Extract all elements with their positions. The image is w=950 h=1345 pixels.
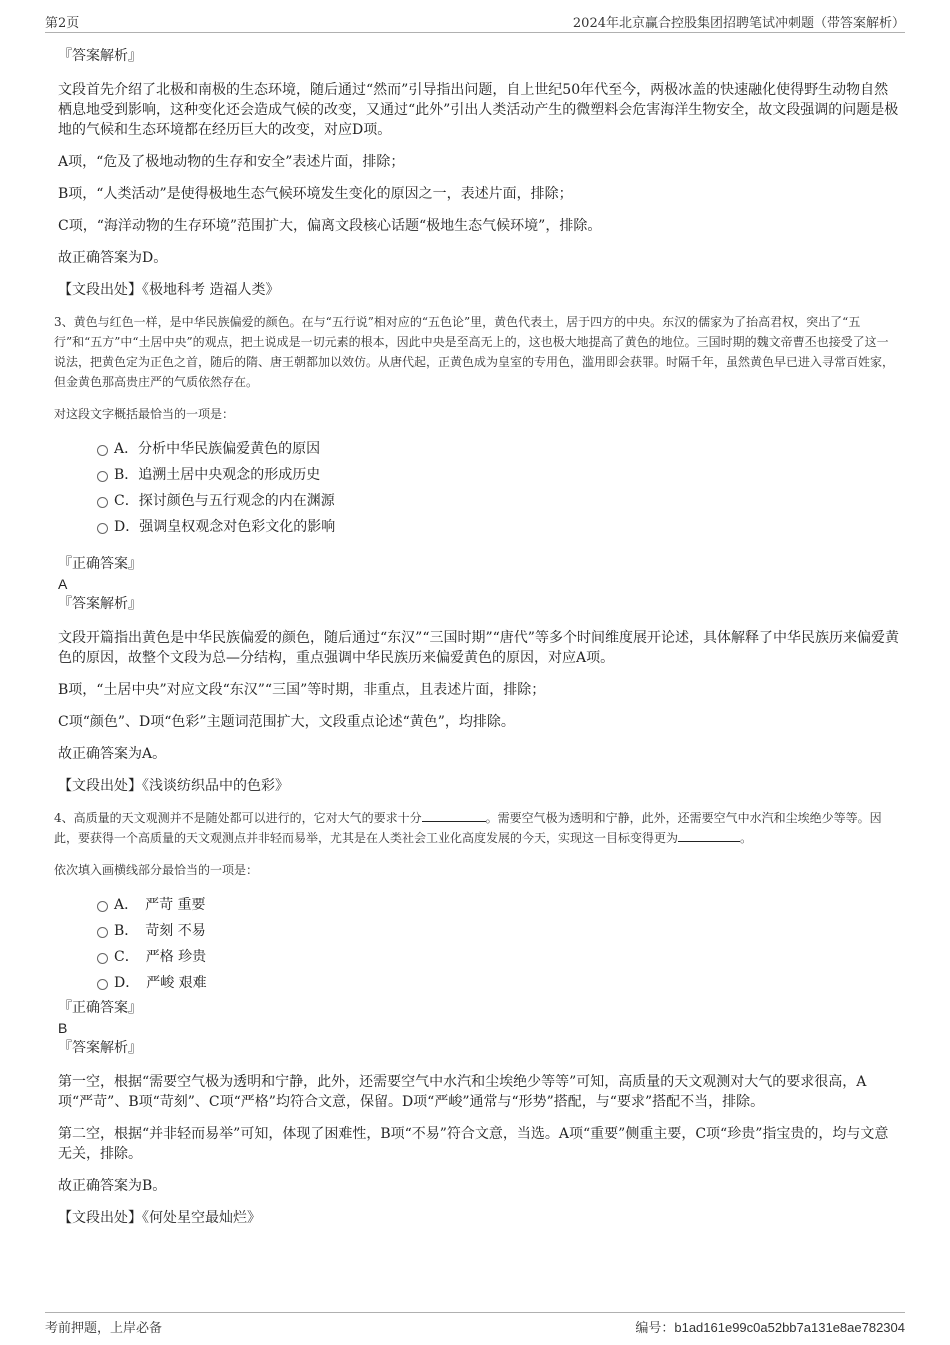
- q3-option-b[interactable]: B．追溯土居中央观念的形成历史: [58, 462, 900, 488]
- page-header: [45, 12, 905, 33]
- footer-slogan: 考前押题，上岸必备: [45, 1321, 163, 1336]
- q2-source: 【文段出处】《极地科考 造福人类》: [58, 282, 280, 298]
- q4-option-d[interactable]: D． 严峻 艰难: [58, 970, 900, 996]
- radio-icon[interactable]: [97, 953, 108, 964]
- q3-option-c[interactable]: C．探讨颜色与五行观念的内在渊源: [58, 488, 900, 514]
- q4-conclusion: 故正确答案为B。: [58, 1178, 167, 1194]
- q4-analysis-title: 『答案解析』: [58, 1040, 142, 1056]
- page-content: [54, 46, 900, 1228]
- radio-icon[interactable]: [97, 471, 108, 482]
- fill-blank-1: [422, 809, 486, 822]
- q4-analysis-p1: 第一空，根据“需要空气极为透明和宁静，此外，还需要空气中水汽和尘埃绝少等等”可知，高质量的天文观测对大气的要求很高，A项“严苛”、B项“苛刻”、C项“严格”均符合文意，保留。D项“严峻”通常与“形势”搭配，与“要求”搭配不当，排除。: [58, 1074, 867, 1110]
- q2-analysis-p2: A项，“危及了极地动物的生存和安全”表述片面，排除；: [58, 154, 405, 170]
- q3-analysis-p1: 文段开篇指出黄色是中华民族偏爱的颜色，随后通过“东汉”“三国时期”“唐代”等多个时间维度展开论述，具体解释了中华民族历来偏爱黄色的原因，故整个文段为总—分结构，重点强调中华民族历来偏爱黄色的原因，对应A项。: [58, 630, 899, 666]
- q4-option-c[interactable]: C． 严格 珍贵: [58, 944, 900, 970]
- q4-stem: 4、高质量的天文观测并不是随处都可以进行的，它对大气的要求十分 。需要空气极为透明和宁静，此外，还需要空气中水汽和尘埃绝少等等。因此，要获得一个高质量的天文观测点并非轻而易举，尤其是在人类社会工业化高度发展的今天，实现这一目标变得更为 。: [54, 811, 882, 845]
- document-id: 编号：b1ad161e99c0a52bb7a131e8ae782304: [635, 1320, 905, 1335]
- q3-analysis-p2: B项，“土居中央”对应文段“东汉”“三国”等时期，非重点，且表述片面，排除；: [58, 682, 546, 698]
- page-footer: [45, 1312, 905, 1336]
- q3-option-d[interactable]: D．强调皇权观念对色彩文化的影响: [58, 514, 900, 540]
- q4-answer-title: 『正确答案』: [58, 1000, 142, 1016]
- q4-options: [58, 892, 900, 996]
- q3-answer-title: 『正确答案』: [58, 556, 142, 572]
- q4-option-b[interactable]: B． 苛刻 不易: [58, 918, 900, 944]
- q3-options: [58, 436, 900, 540]
- q3-question: 对这段文字概括最恰当的一项是：: [54, 407, 235, 421]
- q3-stem: 3、黄色与红色一样，是中华民族偏爱的颜色。在与“五行说”相对应的“五色论”里，黄色代表土，居于四方的中央。东汉的儒家为了抬高君权，突出了“五行”和“五方”中“土居中央”的观点，把土说成是一切元素的根本，因此中央是至高无上的，这也极大地提高了黄色的地位。三国时期的魏文帝曹丕也接受了这一说法，把黄色定为正色之首，随后的隋、唐王朝都加以效仿。从唐代起，正黄色成为皇室的专用色，滥用即会获罪。时隔千年，虽然黄色早已进入寻常百姓家，但金黄色那高贵庄严的气质依然存在。: [54, 315, 895, 389]
- q3-answer: A: [58, 576, 68, 592]
- q2-analysis-title: 『答案解析』: [58, 48, 142, 64]
- q4-analysis-p2: 第二空，根据“并非轻而易举”可知，体现了困难性，B项“不易”符合文意，当选。A项“重要”侧重主要，C项“珍贵”指宝贵的，均与文意无关，排除。: [58, 1126, 889, 1162]
- document-title: 2024年北京赢合控股集团招聘笔试冲刺题（带答案解析）: [572, 16, 905, 31]
- q3-source: 【文段出处】《浅谈纺织品中的色彩》: [58, 778, 289, 794]
- q4-answer: B: [58, 1020, 68, 1036]
- q4-source: 【文段出处】《何处星空最灿烂》: [58, 1210, 261, 1226]
- q3-analysis-p3: C项“颜色”、D项“色彩”主题词范围扩大，文段重点论述“黄色”，均排除。: [58, 714, 515, 730]
- radio-icon[interactable]: [97, 445, 108, 456]
- radio-icon[interactable]: [97, 523, 108, 534]
- q3-option-a[interactable]: A．分析中华民族偏爱黄色的原因: [58, 436, 900, 462]
- radio-icon[interactable]: [97, 927, 108, 938]
- radio-icon[interactable]: [97, 979, 108, 990]
- q2-conclusion: 故正确答案为D。: [58, 250, 168, 266]
- q3-conclusion: 故正确答案为A。: [58, 746, 167, 762]
- q2-analysis-p4: C项，“海洋动物的生存环境”范围扩大，偏离文段核心话题“极地生态气候环境”，排除。: [58, 218, 602, 234]
- q2-analysis-p1: 文段首先介绍了北极和南极的生态环境，随后通过“然而”引导指出问题，自上世纪50年代至今，两极冰盖的快速融化使得野生动物自然栖息地受到影响，这种变化还会造成气候的改变，又通过“此外”引出人类活动产生的微塑料会危害海洋生物安全，故文段强调的问题是极地的气候和生态环境都在经历巨大的改变，对应D项。: [58, 82, 899, 138]
- q3-analysis-title: 『答案解析』: [58, 596, 142, 612]
- page-number: 第2页: [45, 16, 80, 31]
- q2-analysis-p3: B项，“人类活动”是使得极地生态气候环境发生变化的原因之一，表述片面，排除；: [58, 186, 573, 202]
- q4-question: 依次填入画横线部分最恰当的一项是：: [54, 863, 259, 877]
- q4-option-a[interactable]: A． 严苛 重要: [58, 892, 900, 918]
- fill-blank-2: [678, 829, 740, 842]
- radio-icon[interactable]: [97, 497, 108, 508]
- radio-icon[interactable]: [97, 901, 108, 912]
